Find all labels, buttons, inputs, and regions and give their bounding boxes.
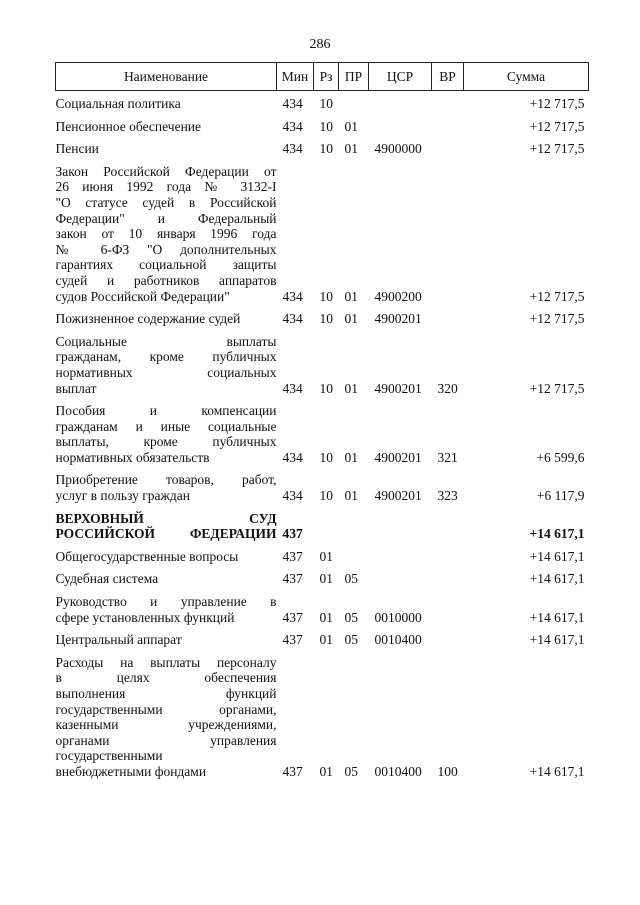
row-csr: 4900201 (374, 380, 422, 396)
row-name-line: Расходы на выплаты персоналу (55, 654, 277, 670)
row-min: 434 (282, 380, 303, 396)
row-vr (432, 304, 464, 327)
row-vr (432, 91, 464, 112)
row-name (56, 504, 277, 542)
row-name-line: гарантиях социальной защиты (55, 257, 277, 273)
row-name (56, 112, 277, 135)
row-name-line: судей и работников аппаратов (55, 272, 277, 288)
row-pr: 01 (344, 118, 358, 134)
header-sum: Сумма (464, 63, 589, 91)
row-csr (369, 91, 432, 112)
row-sum: +14 617,1 (529, 609, 585, 625)
row-pr: 05 (344, 632, 358, 648)
row-vr (432, 625, 464, 648)
row-name-line: Социальная политика (55, 96, 181, 111)
table-header-row (56, 63, 589, 91)
row-pr: 01 (344, 488, 358, 504)
row-name (56, 396, 277, 465)
table-row (56, 327, 589, 396)
row-sum: +12 717,5 (529, 288, 585, 304)
row-name-line: 26 июня 1992 года № 3132-I (55, 179, 277, 195)
row-name-line: сфере установленных функций (55, 609, 235, 625)
row-name (56, 625, 277, 648)
row-name (56, 91, 277, 112)
row-name (56, 587, 277, 625)
table-row (56, 587, 589, 625)
row-name-line: Руководство и управление в (55, 594, 277, 610)
row-csr (369, 564, 432, 587)
row-rz: 10 (319, 449, 333, 465)
row-pr: 01 (344, 141, 358, 157)
table-row (56, 542, 589, 565)
row-name-line: гражданам и иные социальные (55, 418, 277, 434)
row-name-line: органами управления (55, 732, 277, 748)
table-row (56, 396, 589, 465)
row-rz: 01 (319, 571, 333, 587)
row-sum: +14 617,1 (529, 548, 585, 564)
row-name-line: Закон Российской Федерации от (55, 163, 277, 179)
row-vr (432, 504, 464, 542)
row-name-line: нормативных социальных (55, 364, 277, 380)
row-sum: +12 717,5 (529, 141, 585, 157)
row-pr: 01 (344, 311, 358, 327)
row-min: 437 (282, 763, 303, 779)
row-min: 434 (282, 449, 303, 465)
row-name-line: государственными органами, (55, 701, 277, 717)
row-csr (369, 112, 432, 135)
row-rz: 01 (319, 609, 333, 625)
table-row (56, 304, 589, 327)
row-min: 437 (282, 609, 303, 625)
row-name-line: Социальные выплаты (55, 333, 277, 349)
row-min: 437 (282, 632, 303, 648)
header-name: Наименование (56, 63, 277, 91)
row-csr: 4900201 (374, 449, 422, 465)
row-pr: 05 (344, 763, 358, 779)
row-name (56, 648, 277, 780)
row-min: 437 (282, 548, 303, 564)
row-vr: 323 (437, 488, 458, 504)
row-min: 434 (282, 311, 303, 327)
row-pr (339, 91, 369, 112)
row-min: 434 (282, 141, 303, 157)
row-vr (432, 564, 464, 587)
row-pr: 01 (344, 449, 358, 465)
table-row (56, 112, 589, 135)
table-body (56, 91, 589, 780)
header-pr: ПР (339, 63, 369, 91)
row-name-line: Пособия и компенсации (55, 403, 277, 419)
row-name-line: Общегосударственные вопросы (55, 548, 239, 564)
row-sum: +14 617,1 (529, 632, 585, 648)
row-rz: 10 (319, 141, 333, 157)
row-pr: 01 (344, 380, 358, 396)
row-vr (432, 112, 464, 135)
row-csr: 0010000 (374, 609, 422, 625)
row-vr: 320 (437, 380, 458, 396)
header-min: Мин (277, 63, 314, 91)
row-name-line: выплат (55, 380, 97, 396)
row-name-line: Приобретение товаров, работ, (55, 472, 277, 488)
row-vr: 321 (437, 449, 458, 465)
row-rz: 10 (319, 380, 333, 396)
row-sum: +12 717,5 (529, 311, 585, 327)
row-name-line: Центральный аппарат (55, 632, 182, 648)
row-sum: +14 617,1 (529, 571, 585, 587)
table-row (56, 465, 589, 503)
row-min: 437 (282, 526, 303, 542)
row-name (56, 304, 277, 327)
row-pr (339, 542, 369, 565)
row-sum: +6 117,9 (536, 488, 585, 504)
row-name-line: внебюджетными фондами (55, 763, 207, 779)
row-rz: 10 (319, 288, 333, 304)
row-sum: +14 617,1 (529, 526, 585, 542)
row-name-line: нормативных обязательств (55, 449, 210, 465)
row-min: 434 (282, 96, 303, 111)
row-sum: +12 717,5 (529, 96, 585, 111)
row-name-line: в целях обеспечения (55, 670, 277, 686)
header-csr: ЦСР (369, 63, 432, 91)
row-vr (432, 542, 464, 565)
row-name-line: "О статусе судей в Российской (55, 194, 277, 210)
row-name-line: № 6-ФЗ "О дополнительных (55, 241, 277, 257)
row-min: 434 (282, 288, 303, 304)
table-row (56, 157, 589, 304)
row-csr: 4900200 (374, 288, 422, 304)
row-sum: +12 717,5 (529, 380, 585, 396)
row-rz: 10 (319, 96, 333, 111)
row-pr: 05 (344, 609, 358, 625)
row-vr (432, 134, 464, 157)
table-row (56, 564, 589, 587)
row-csr (369, 504, 432, 542)
row-sum: +12 717,5 (529, 118, 585, 134)
row-name-line: выплаты, кроме публичных (55, 434, 277, 450)
row-vr: 100 (437, 763, 458, 779)
row-rz: 10 (319, 118, 333, 134)
row-vr (432, 157, 464, 304)
row-name (56, 465, 277, 503)
row-rz: 10 (319, 311, 333, 327)
row-csr (369, 542, 432, 565)
row-name-line: Пожизненное содержание судей (55, 311, 241, 327)
row-rz: 01 (319, 632, 333, 648)
row-vr (432, 587, 464, 625)
row-name-line: Федерации" и Федеральный (55, 210, 277, 226)
row-rz (314, 504, 339, 542)
page-number: 286 (309, 37, 331, 52)
row-name-line: ВЕРХОВНЫЙ СУД (55, 510, 277, 526)
table-row (56, 91, 589, 112)
row-min: 434 (282, 488, 303, 504)
row-name (56, 157, 277, 304)
row-name-line: государственными (55, 748, 163, 764)
table-row (56, 134, 589, 157)
row-sum: +6 599,6 (536, 449, 585, 465)
table-row (56, 504, 589, 542)
row-name-line: закон от 10 января 1996 года (55, 226, 277, 242)
row-min: 437 (282, 571, 303, 587)
row-name-line: гражданам, кроме публичных (55, 349, 277, 365)
row-name (56, 327, 277, 396)
row-csr: 0010400 (374, 632, 422, 648)
row-name (56, 542, 277, 565)
row-name-line: выполнения функций (55, 686, 277, 701)
row-name-line: услуг в пользу граждан (55, 488, 190, 504)
row-name-line: судов Российской Федерации" (55, 288, 230, 304)
table-row (56, 648, 589, 780)
table-row (56, 625, 589, 648)
budget-table (55, 62, 589, 780)
row-pr: 05 (344, 571, 358, 587)
row-pr (339, 504, 369, 542)
row-name-line: РОССИЙСКОЙ ФЕДЕРАЦИИ (55, 526, 277, 542)
row-csr: 4900201 (374, 311, 422, 327)
row-rz: 01 (319, 548, 333, 564)
row-csr: 4900201 (374, 488, 422, 504)
row-min: 434 (282, 118, 303, 134)
row-name (56, 564, 277, 587)
row-rz: 01 (319, 763, 333, 779)
row-name-line: Судебная система (55, 571, 159, 587)
row-name (56, 134, 277, 157)
row-name-line: Пенсии (55, 141, 99, 157)
row-csr: 4900000 (374, 141, 422, 157)
header-vr: ВР (432, 63, 464, 91)
row-sum: +14 617,1 (529, 763, 585, 779)
row-pr: 01 (344, 288, 358, 304)
row-name-line: Пенсионное обеспечение (55, 118, 202, 134)
row-rz: 10 (319, 488, 333, 504)
row-name-line: казенными учреждениями, (55, 717, 277, 733)
header-rz: Рз (314, 63, 339, 91)
row-csr: 0010400 (374, 763, 422, 779)
